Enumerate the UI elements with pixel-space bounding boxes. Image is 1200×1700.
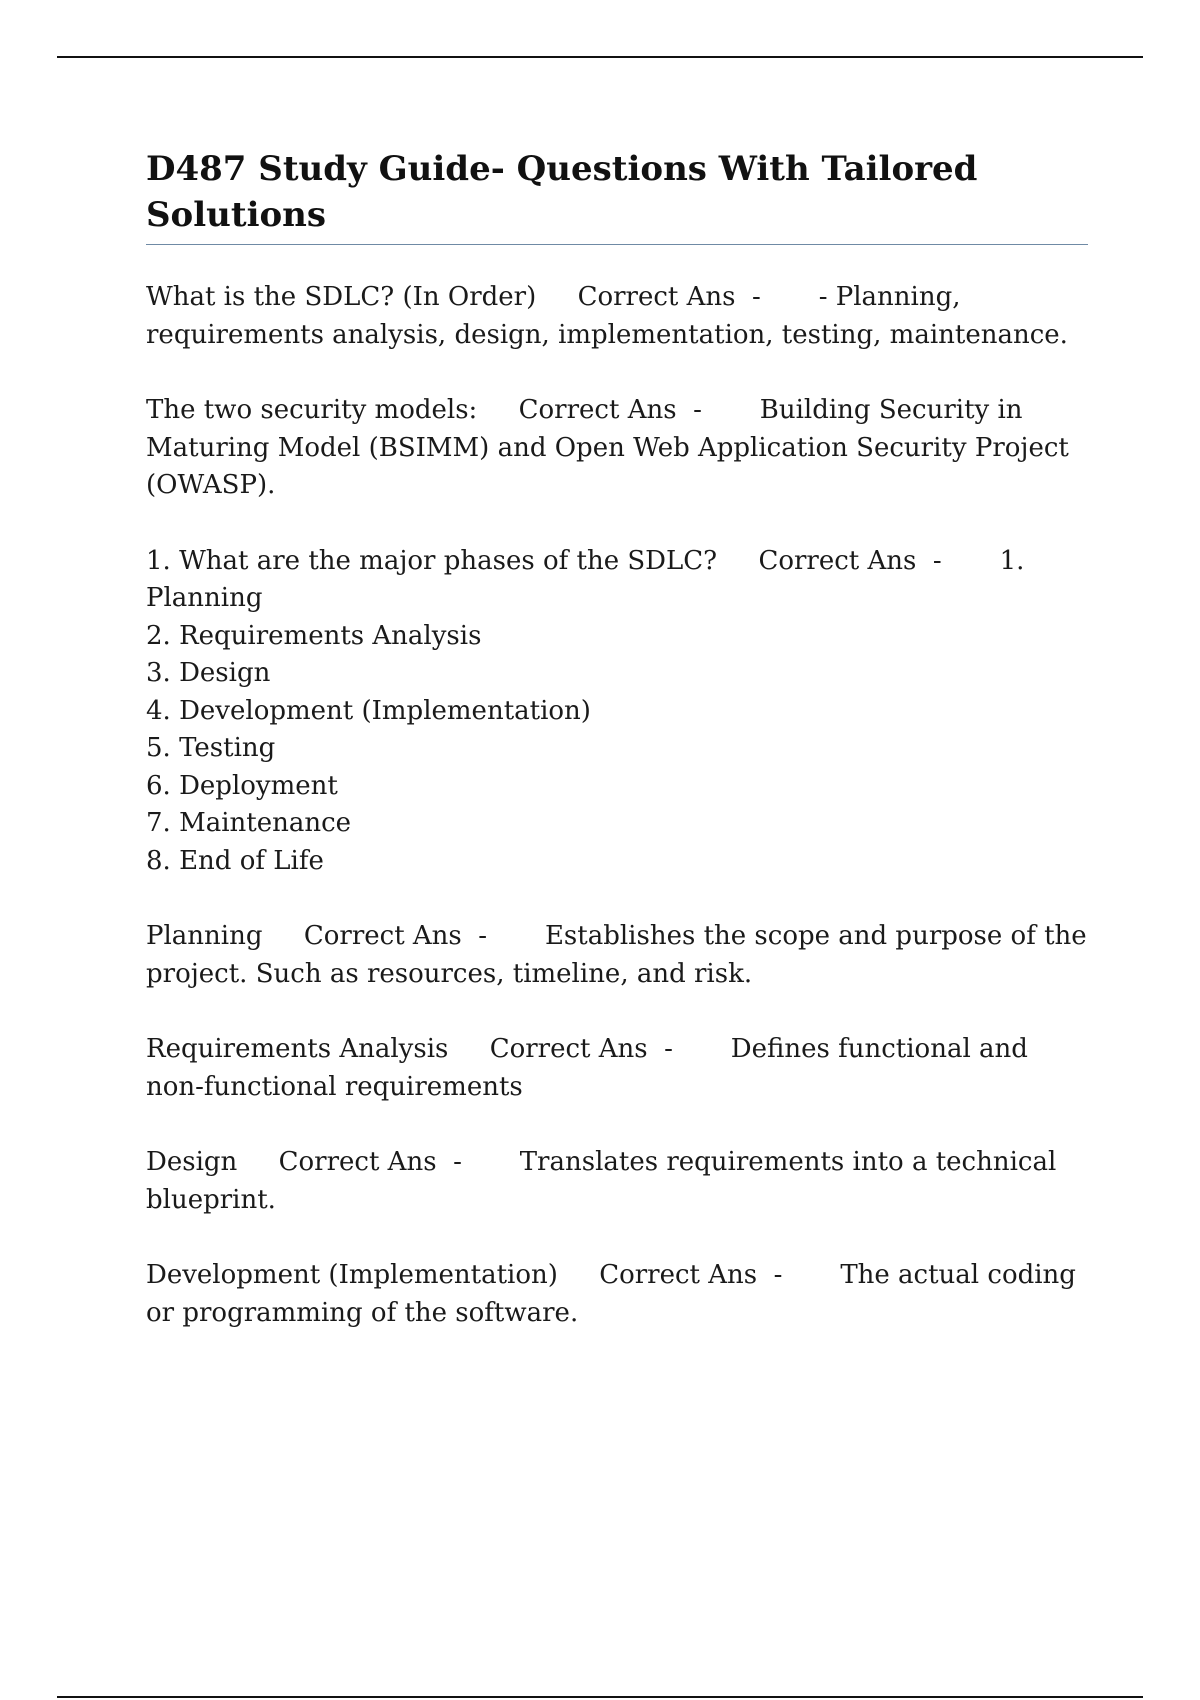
top-rule	[57, 56, 1143, 58]
answer-label: Correct Ans	[599, 1260, 758, 1290]
bottom-rule	[57, 1696, 1143, 1698]
answer-text: 1. Planning	[146, 545, 1025, 613]
qa-entry: Planning Correct Ans - Establishes the scope and purpose of the project. Such as resources, timeline, and risk.	[146, 921, 1087, 989]
question-text: The two security models:	[146, 395, 478, 425]
answer-text: Translates requirements into a technical blueprint.	[146, 1147, 1057, 1215]
answer-label: Correct Ans	[489, 1034, 648, 1064]
answer-text: - Planning, requirements analysis, design, implementation, testing, maintenance.	[146, 282, 1068, 350]
list-item: 2. Requirements Analysis	[146, 620, 482, 651]
qa-list	[146, 279, 1088, 1332]
question-text: Development (Implementation)	[146, 1260, 558, 1290]
qa-entry: 1. What are the major phases of the SDLC? Correct Ans - 1. Planning 2. Requirements Analysis 3. Design 4. Development (Implementation) 5. Testing 6. Deployment 7. Maintenance 8. End of Life	[146, 543, 1088, 881]
qa-entry: Development (Implementation) Correct Ans - The actual coding or programming of the software.	[146, 1260, 1076, 1328]
question-text: Requirements Analysis	[146, 1034, 449, 1064]
qa-entry: Design Correct Ans - Translates requirements into a technical blueprint.	[146, 1147, 1057, 1215]
list-item: 5. Testing	[146, 733, 276, 763]
document-title: D487 Study Guide- Questions With Tailored Solutions	[146, 146, 1088, 245]
answer-label: Correct Ans	[278, 1147, 437, 1177]
list-item: 6. Deployment	[146, 770, 338, 801]
answer-label: Correct Ans	[303, 921, 462, 951]
question-text: 1. What are the major phases of the SDLC?	[146, 545, 718, 576]
answer-text: Defines functional and non-functional requirements	[146, 1034, 1028, 1102]
answer-label: Correct Ans	[518, 395, 677, 425]
sdlc-phase-list	[146, 618, 1088, 881]
answer-label: Correct Ans	[577, 282, 736, 312]
page-body	[146, 146, 1088, 1370]
answer-text: Establishes the scope and purpose of the project. Such as resources, timeline, and risk.	[146, 921, 1087, 989]
question-text: What is the SDLC? (In Order)	[146, 282, 537, 312]
question-text: Planning	[146, 921, 263, 951]
list-item: 4. Development (Implementation)	[146, 695, 591, 726]
answer-text: Building Security in Maturing Model (BSIMM) and Open Web Application Security Project (OWASP).	[146, 395, 1069, 500]
answer-text: The actual coding or programming of the software.	[146, 1260, 1076, 1328]
qa-entry: What is the SDLC? (In Order) Correct Ans - - Planning, requirements analysis, design, implementation, testing, maintenance.	[146, 282, 1068, 350]
list-item: 7. Maintenance	[146, 808, 352, 838]
question-text: Design	[146, 1147, 238, 1177]
answer-label: Correct Ans	[758, 545, 917, 576]
qa-entry: Requirements Analysis Correct Ans - Defines functional and non-functional requirements	[146, 1034, 1028, 1102]
qa-entry: The two security models: Correct Ans - Building Security in Maturing Model (BSIMM) and Open Web Application Security Project (OWASP).	[146, 395, 1069, 500]
list-item: 3. Design	[146, 658, 271, 688]
list-item: 8. End of Life	[146, 845, 324, 876]
